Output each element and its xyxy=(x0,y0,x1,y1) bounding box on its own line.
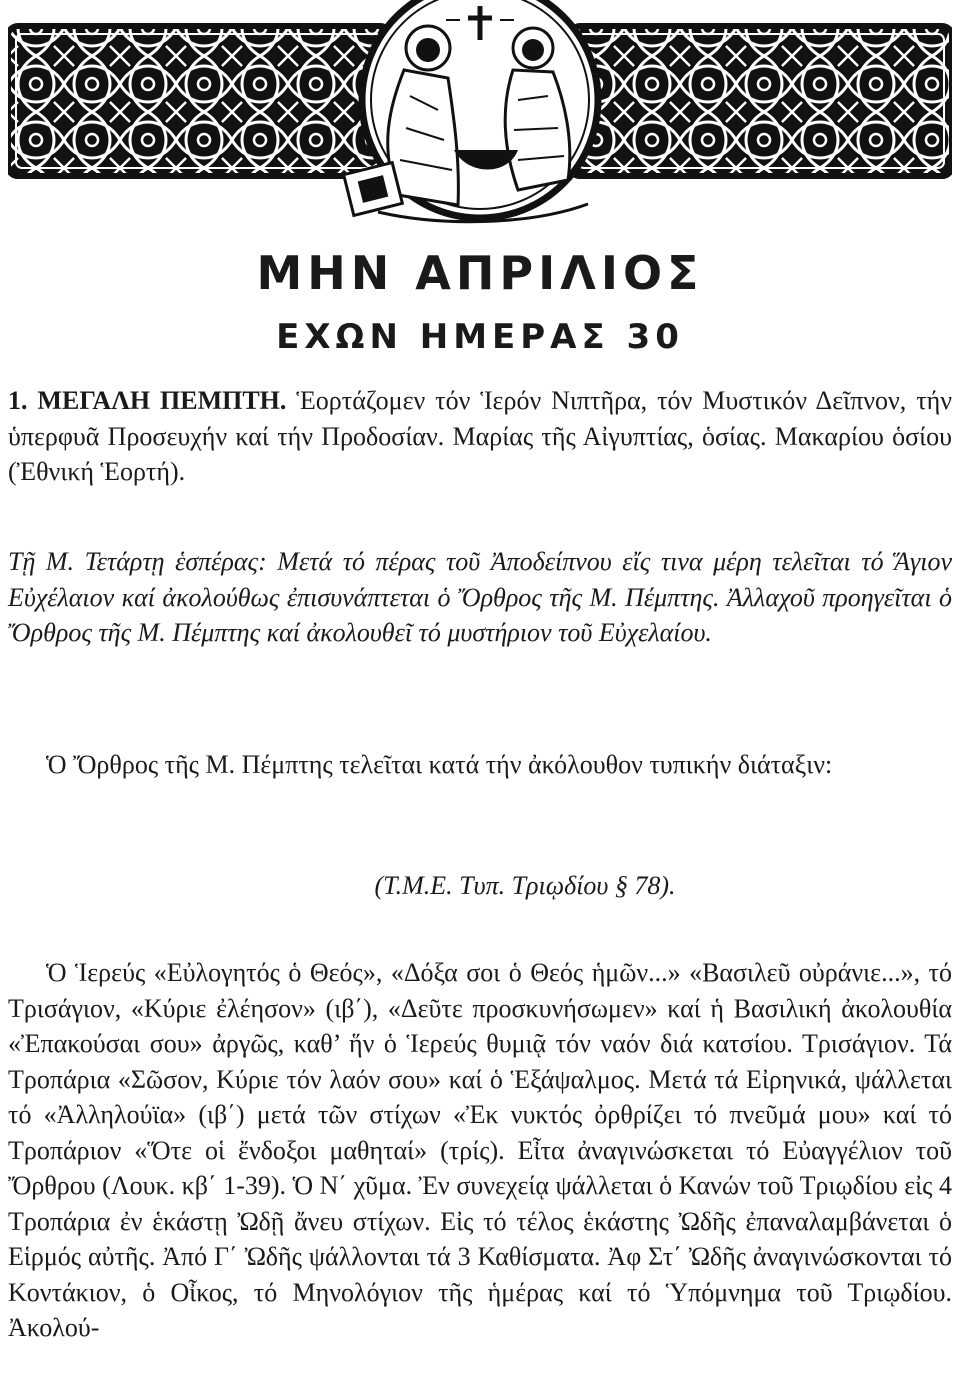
interlace-band-right xyxy=(570,26,952,176)
feast-entry xyxy=(8,383,952,490)
ornamental-header xyxy=(8,0,952,228)
month-title: ΜΗΝ ΑΠΡΙΛΙΟΣ xyxy=(256,246,704,300)
rubric-paragraph: Τῇ Μ. Τετάρτῃ ἑσπέρας: Μετά τό πέρας τοῦ Ἀποδείπνου εἴς τινα μέρη τελεῖται τό Ἅγιον Εὐχέλαιον καί ἀκολούθως ἐπισυνάπτεται ὁ Ὄρθρος τῆς Μ. Πέμπτης. Ἀλλαχοῦ προηγεῖται ὁ Ὄρθρος τῆς Μ. Πέμπτης καί ἀκολουθεῖ τό μυστήριον τοῦ Εὐχελαίου. xyxy=(8,547,952,647)
month-subtitle: ΕΧΩΝ ΗΜΕΡΑΣ 30 xyxy=(276,317,684,357)
order-paragraph: Ὁ Ὄρθρος τῆς Μ. Πέμπτης τελεῖται κατά τήν ἀκόλουθον τυπικήν διάταξιν: xyxy=(46,750,833,779)
service-paragraph: Ὁ Ἱερεύς «Εὐλογητός ὁ Θεός», «Δόξα σοι ὁ Θεός ἡμῶν...» «Βασιλεῦ οὐράνιε...», τό Τρισάγιον, «Κύριε ἐλέησον» (ιβ΄), «Δεῦτε προσκυνήσωμεν» καί ἡ Βασιλική ἀκολουθία «Ἐπακούσαι σου» ἀργῶς, καθ’ ἥν ὁ Ἱερεύς θυμιᾷ τόν ναόν διά κατσίου. Τρισάγιον. Τά Τροπάρια «Σῶσον, Κύριε τόν λαόν σου» καί ὁ Ἑξάψαλμος. Μετά τά Εἰρηνικά, ψάλλεται τό «Ἀλληλούϊα» (ιβ΄) μετά τῶν στίχων «Ἐκ νυκτός ὀρθρίζει τό πνεῦμά μου» καί τό Τροπάριον «Ὅτε οἱ ἔνδοξοι μαθηταί» (τρίς). Εἶτα ἀναγινώσκεται τό Εὐαγγέλιον τοῦ Ὄρθρου (Λουκ. κβ΄ 1-39). Ὁ Ν΄ χῦμα. Ἐν συνεχείᾳ ψάλλεται ὁ Κανών τοῦ Τριῳδίου εἰς 4 Τροπάρια ἐν ἑκάστῃ Ὠδῇ ἄνευ στίχων. Εἰς τό τέλος ἑκάστης Ὠδῆς ἐπαναλαμβάνεται ὁ Εἱρμός αὐτῆς. Ἀπό Γ΄ Ὠδῆς ψάλλονται τά 3 Καθίσματα. Ἀφ Στ΄ Ὠδῆς ἀναγινώσκονται τό Κοντάκιον, ὁ Οἶκος, τό Μηνολόγιον τῆς ἡμέρας καί τό Ὑπόμνημα τοῦ Τριῳδίου. Ἀκολού- xyxy=(8,958,952,1342)
feast-entry-text: Ἑορτάζομεν τόν Ἱερόν Νιπτῆρα, τόν Μυστικόν Δεῖπνον, τήν ὑπερφυᾶ Προσευχήν καί τήν Προδοσίαν. Μαρίας τῆς Αἰγυπτίας, ὁσίας. Μακαρίου ὁσίου (Ἐθνική Ἑορτή). xyxy=(8,386,952,486)
title-block xyxy=(0,245,960,359)
feast-entry-lead: 1. ΜΕΓΑΛΗ ΠΕΜΠΤΗ. xyxy=(8,386,287,415)
interlace-band-left xyxy=(8,26,390,176)
typikon-reference: (Τ.Μ.Ε. Τυπ. Τριῳδίου § 78). xyxy=(374,871,676,900)
icon-medallion xyxy=(344,0,598,222)
